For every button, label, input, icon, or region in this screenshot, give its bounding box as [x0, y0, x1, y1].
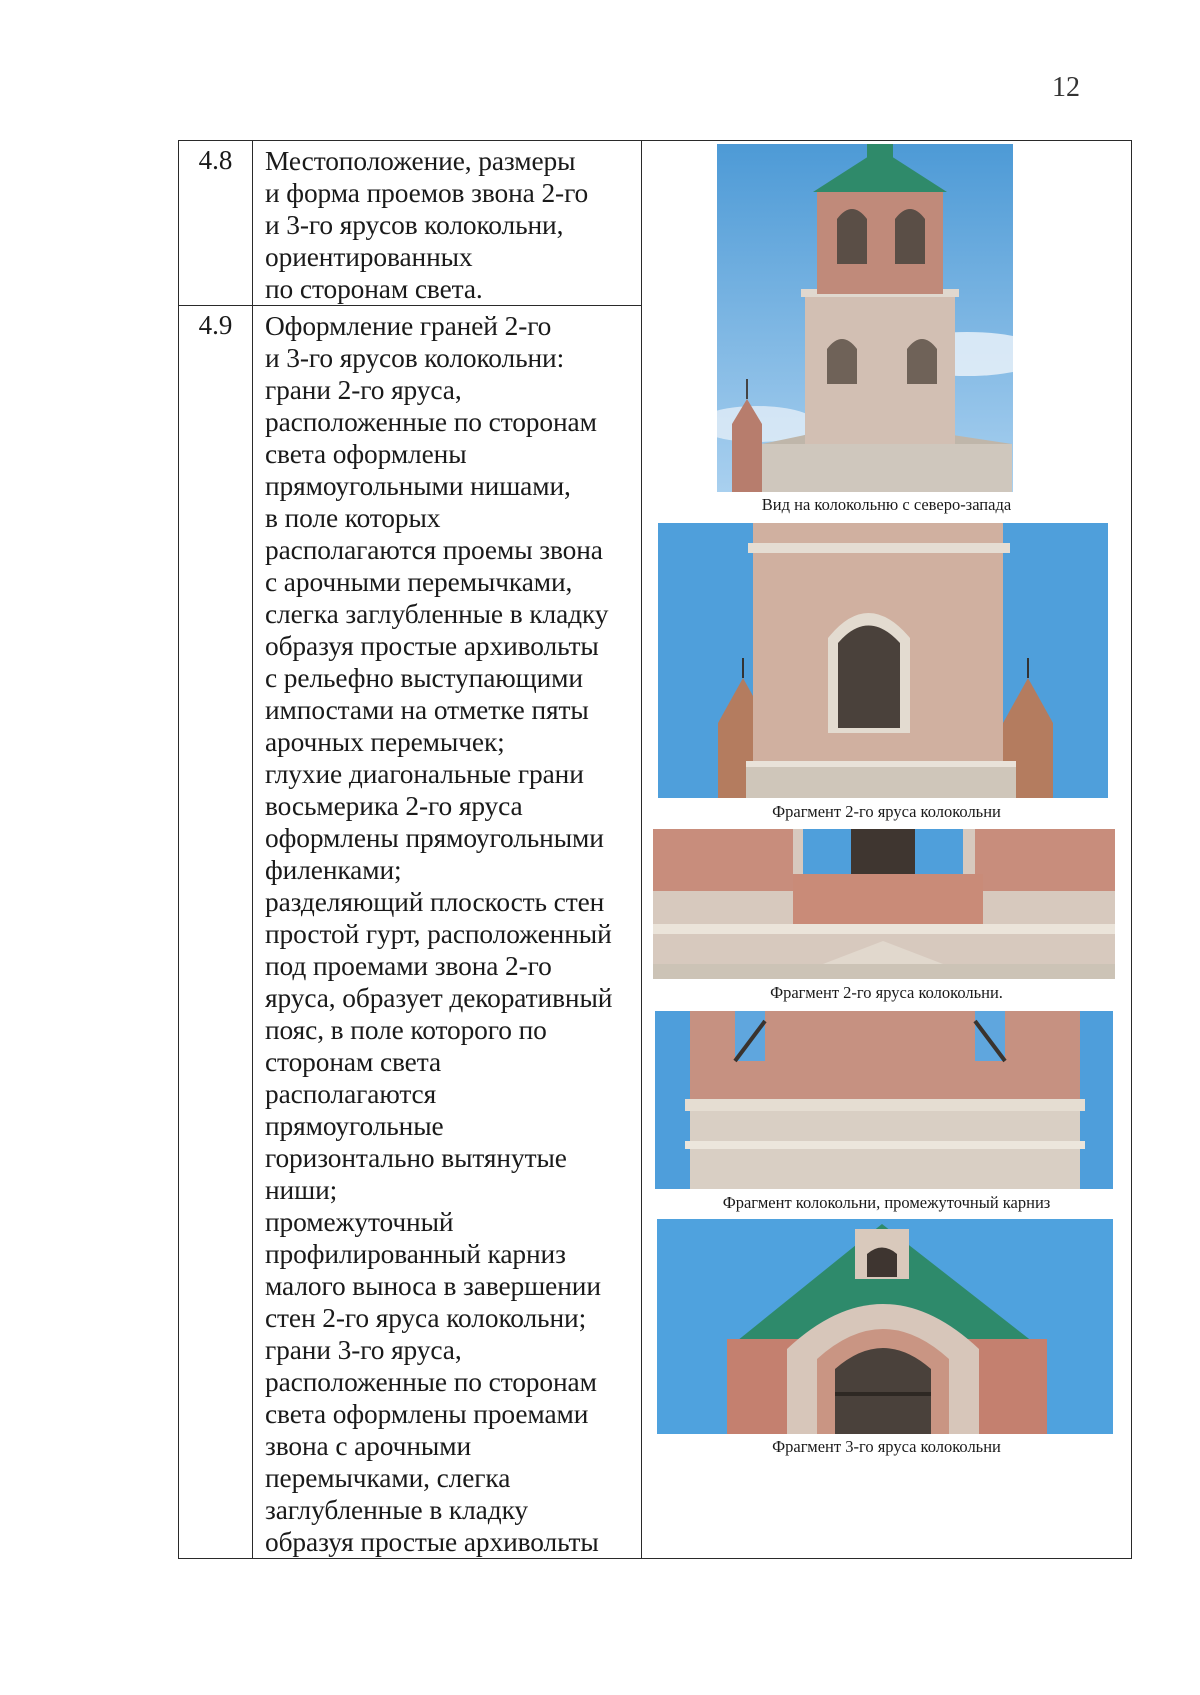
- text-line: и 3-го ярусов колокольни,: [265, 210, 564, 240]
- text-line: грани 3-го яруса,: [265, 1335, 462, 1365]
- text-line: заглубленные в кладку: [265, 1495, 528, 1525]
- text-line: под проемами звона 2-го: [265, 951, 552, 981]
- text-line: яруса, образует декоративный: [265, 983, 613, 1013]
- text-line: образуя простые архивольты: [265, 1527, 599, 1557]
- text-line: профилированный карниз: [265, 1239, 566, 1269]
- text-line: глухие диагональные грани: [265, 759, 584, 789]
- text-line: и форма проемов звона 2-го: [265, 178, 589, 208]
- photo-tier2-fragment: [658, 523, 1108, 798]
- text-line: звона с арочными: [265, 1431, 471, 1461]
- page-number: 12: [1052, 72, 1080, 103]
- text-line: сторонам света: [265, 1047, 441, 1077]
- tier2-fragment-image: [658, 523, 1108, 798]
- row-text: [253, 141, 642, 306]
- belltower-northwest-image: [717, 144, 1013, 492]
- text-line: разделяющий плоскость стен: [265, 887, 605, 917]
- text-line: пояс, в поле которого по: [265, 1015, 547, 1045]
- text-line: с арочными перемычками,: [265, 567, 573, 597]
- text-line: с рельефно выступающими: [265, 663, 583, 693]
- photo-caption: Фрагмент 2-го яруса колокольни.: [770, 983, 1003, 1002]
- photo-tier2-fragment-2: [653, 829, 1115, 979]
- text-line: арочных перемычек;: [265, 727, 505, 757]
- text-line: горизонтально вытянутые: [265, 1143, 567, 1173]
- text-line: образуя простые архивольты: [265, 631, 599, 661]
- text-line: располагаются: [265, 1079, 437, 1109]
- text-line: простой гурт, расположенный: [265, 919, 612, 949]
- text-line: прямоугольными нишами,: [265, 471, 571, 501]
- photo-intermediate-cornice: [655, 1011, 1113, 1189]
- text-line: прямоугольные: [265, 1111, 444, 1141]
- photo-caption: Фрагмент колокольни, промежуточный карниз: [722, 1193, 1051, 1212]
- photo-tier3-fragment: [657, 1219, 1113, 1434]
- photo-caption: Фрагмент 2-го яруса колокольни: [772, 802, 1001, 821]
- text-line: ниши;: [265, 1175, 338, 1205]
- intermediate-cornice-image: [655, 1011, 1113, 1189]
- text-line: Местоположение, размеры: [265, 146, 576, 176]
- text-line: импостами на отметке пяты: [265, 695, 589, 725]
- text-line: филенками;: [265, 855, 402, 885]
- text-line: и 3-го ярусов колокольни:: [265, 343, 565, 373]
- text-line: малого выноса в завершении: [265, 1271, 601, 1301]
- tier2-fragment-2-image: [653, 829, 1115, 979]
- text-line: оформлены прямоугольными: [265, 823, 604, 853]
- text-line: в поле которых: [265, 503, 441, 533]
- text-line: перемычками, слегка: [265, 1463, 511, 1493]
- text-line: света оформлены проемами: [265, 1399, 589, 1429]
- text-line: стен 2-го яруса колокольни;: [265, 1303, 587, 1333]
- text-line: располагаются проемы звона: [265, 535, 603, 565]
- text-line: расположенные по сторонам: [265, 1367, 597, 1397]
- photo-caption: Вид на колокольню с северо-запада: [761, 495, 1012, 514]
- text-line: по сторонам света.: [265, 274, 483, 304]
- row-number: 4.8: [179, 141, 253, 306]
- characteristics-table: [178, 140, 1132, 1559]
- photo-caption: Фрагмент 3-го яруса колокольни: [772, 1437, 1001, 1456]
- text-line: восьмерика 2-го яруса: [265, 791, 523, 821]
- row-number: 4.9: [179, 306, 253, 1559]
- text-line: Оформление граней 2-го: [265, 311, 552, 341]
- photo-column: [642, 141, 1132, 1559]
- text-line: расположенные по сторонам: [265, 407, 597, 437]
- row-text: [253, 306, 642, 1559]
- text-line: слегка заглубленные в кладку: [265, 599, 609, 629]
- text-line: грани 2-го яруса,: [265, 375, 462, 405]
- text-line: света оформлены: [265, 439, 467, 469]
- tier3-fragment-image: [657, 1219, 1113, 1434]
- photo-belltower-northwest: [717, 144, 1013, 492]
- text-line: промежуточный: [265, 1207, 454, 1237]
- table-row: [179, 141, 1132, 306]
- text-line: ориентированных: [265, 242, 473, 272]
